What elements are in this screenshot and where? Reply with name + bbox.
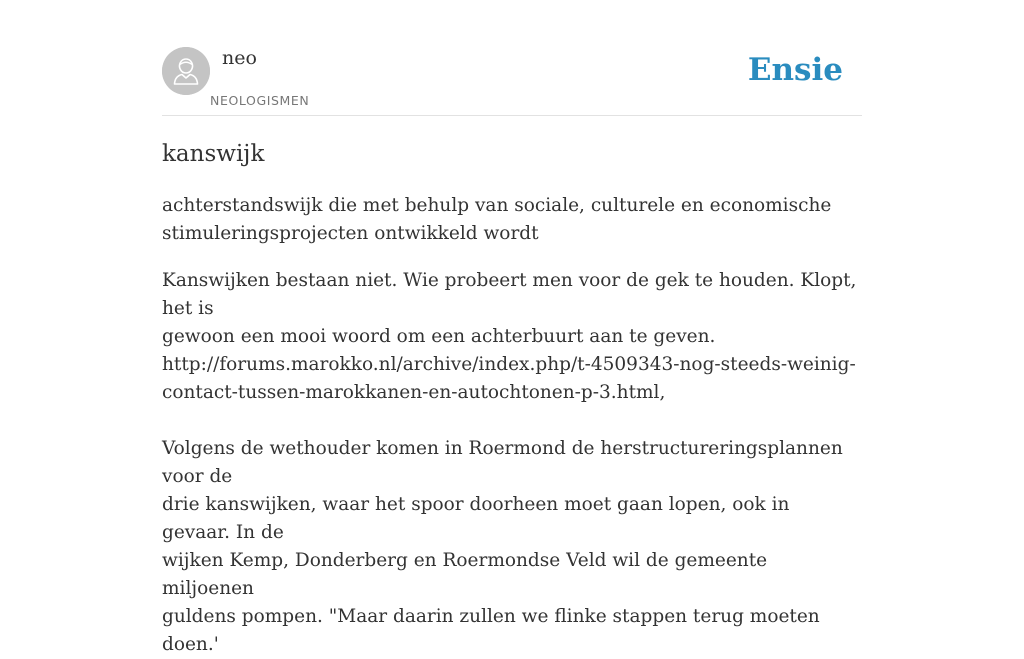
paragraph-gap	[162, 407, 862, 435]
example-link-line: http://forums.marokko.nl/archive/index.php/t-4509343-nog-steeds-weinig-	[162, 354, 856, 375]
user-icon	[162, 47, 210, 95]
ensie-logo[interactable]: Ensie	[747, 52, 843, 88]
example-line: Kanswijken bestaan niet. Wie probeert men voor de gek te houden. Klopt, het is	[162, 270, 857, 319]
entry-header	[162, 0, 862, 116]
author-avatar[interactable]	[162, 47, 210, 95]
category-link[interactable]: NEOLOGISMEN	[210, 93, 310, 108]
author-username[interactable]: neo	[222, 47, 257, 69]
entry-examples	[162, 267, 862, 659]
example-link-line: contact-tussen-marokkanen-en-autochtonen-p-3.html,	[162, 382, 666, 403]
entry-container	[162, 0, 862, 655]
entry-title[interactable]: kanswijk	[162, 141, 265, 167]
example-line: gewoon een mooi woord om een achterbuurt aan te geven.	[162, 326, 716, 347]
entry-definition: achterstandswijk die met behulp van sociale, culturele en economische stimuleringsprojecten ontwikkeld wordt	[162, 195, 832, 244]
example-line: drie kanswijken, waar het spoor doorheen moet gaan lopen, ook in gevaar. In de	[162, 494, 790, 543]
example-line: wijken Kemp, Donderberg en Roermondse Veld wil de gemeente miljoenen	[162, 550, 768, 599]
example-line: Volgens de wethouder komen in Roermond de herstructureringsplannen voor de	[162, 438, 843, 487]
example-line: guldens pompen. "Maar daarin zullen we flinke stappen terug moeten doen.'	[162, 606, 820, 655]
